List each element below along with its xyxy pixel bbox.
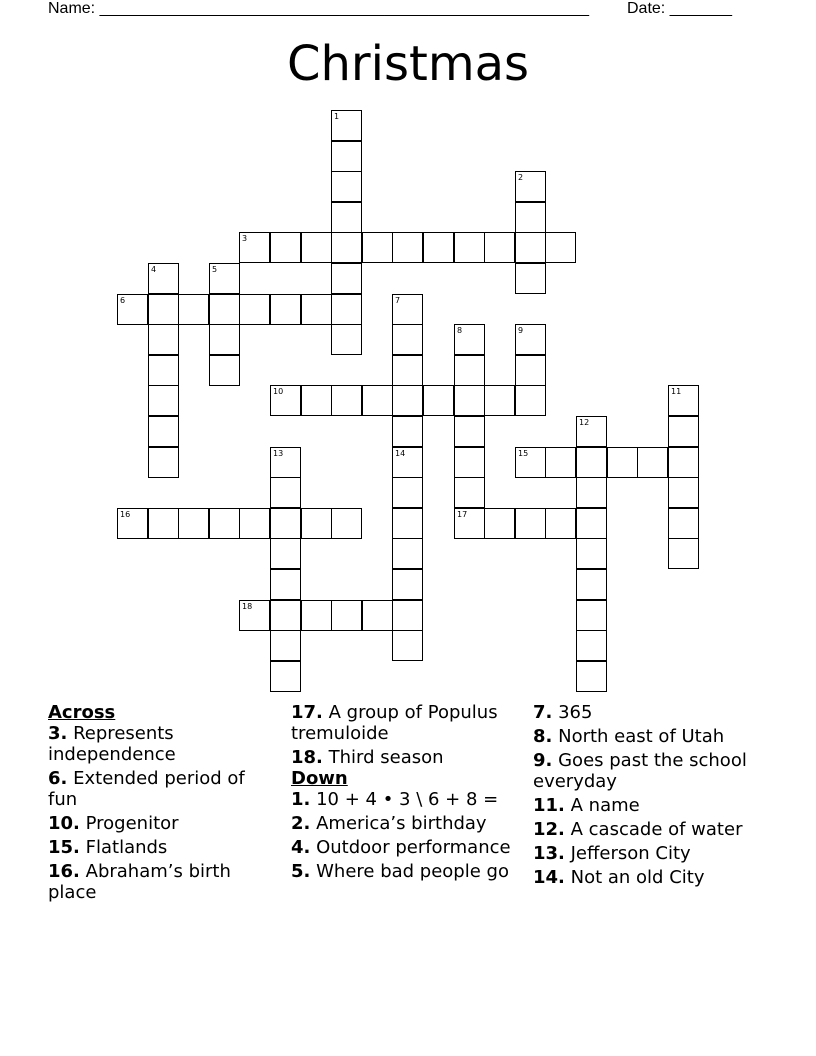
date-field-label: Date: _______ [627,0,732,17]
crossword-cell[interactable] [270,477,301,508]
crossword-cell[interactable] [209,263,240,294]
crossword-cell[interactable] [423,232,454,263]
crossword-cell[interactable] [392,294,423,325]
crossword-cell[interactable] [392,477,423,508]
crossword-cell[interactable] [545,508,576,539]
crossword-cell[interactable] [331,508,362,539]
crossword-cell[interactable] [576,569,607,600]
clue-number: 2. [291,813,311,834]
crossword-cell[interactable] [576,508,607,539]
crossword-cell[interactable] [270,630,301,661]
clues-column-3 [533,702,773,891]
crossword-cell[interactable] [331,600,362,631]
crossword-cell[interactable] [637,447,668,478]
cell-number: 7 [395,296,401,305]
cell-number: 13 [273,449,284,458]
clue-text: A group of Populus tremuloide [291,702,498,744]
clue-number: 18. [291,747,323,768]
clues-column-2 [291,702,521,885]
crossword-cell[interactable] [331,385,362,416]
crossword-cell[interactable] [362,385,393,416]
crossword-cell[interactable] [576,477,607,508]
crossword-cell[interactable] [270,385,301,416]
crossword-cell[interactable] [515,355,546,386]
crossword-cell[interactable] [331,324,362,355]
crossword-cell[interactable] [270,661,301,692]
clue-text: Third season [328,747,444,768]
crossword-cell[interactable] [515,202,546,233]
clue-text: Goes past the school everyday [533,750,747,792]
cell-number: 16 [120,510,131,519]
down-heading: Down [291,768,348,789]
crossword-cell[interactable] [392,600,423,631]
crossword-cell[interactable] [331,110,362,141]
crossword-cell[interactable] [392,447,423,478]
crossword-cell[interactable] [392,416,423,447]
crossword-cell[interactable] [362,232,393,263]
crossword-cell[interactable] [209,508,240,539]
cell-number: 18 [242,602,253,611]
clue-number: 9. [533,750,553,771]
crossword-cell[interactable] [301,232,332,263]
crossword-cell[interactable] [515,263,546,294]
cell-number: 17 [457,510,468,519]
clue-text: Progenitor [85,813,179,834]
crossword-cell[interactable] [515,508,546,539]
crossword-cell[interactable] [178,294,209,325]
crossword-cell[interactable] [239,508,270,539]
crossword-cell[interactable] [392,569,423,600]
cell-number: 8 [457,326,463,335]
clue-down-1 [291,789,521,810]
crossword-cell[interactable] [454,477,485,508]
clue-number: 6. [48,768,68,789]
crossword-cell[interactable] [270,538,301,569]
crossword-cell[interactable] [668,385,699,416]
cell-number: 6 [120,296,126,305]
crossword-cell[interactable] [148,355,179,386]
clue-text: Abraham’s birth place [48,861,231,903]
crossword-cell[interactable] [331,263,362,294]
crossword-cell[interactable] [270,232,301,263]
crossword-cell[interactable] [454,232,485,263]
crossword-cell[interactable] [515,171,546,202]
crossword-cell[interactable] [454,508,485,539]
crossword-cell[interactable] [545,232,576,263]
crossword-cell[interactable] [668,538,699,569]
crossword-cell[interactable] [423,385,454,416]
clue-number: 14. [533,867,565,888]
crossword-cell[interactable] [576,600,607,631]
clue-across-6 [48,768,278,810]
crossword-cell[interactable] [239,232,270,263]
cell-number: 9 [518,326,524,335]
crossword-cell[interactable] [454,324,485,355]
crossword-cell[interactable] [392,538,423,569]
cell-number: 11 [671,387,682,396]
clue-across-17 [291,702,521,744]
crossword-cell[interactable] [270,508,301,539]
crossword-cell[interactable] [392,508,423,539]
clue-number: 16. [48,861,80,882]
clue-down-14 [533,867,773,888]
crossword-cell[interactable] [668,508,699,539]
clue-number: 15. [48,837,80,858]
clue-down-5 [291,861,521,882]
clue-text: Extended period of fun [48,768,245,810]
crossword-cell[interactable] [301,600,332,631]
clue-across-3 [48,723,278,765]
crossword-cell[interactable] [576,630,607,661]
crossword-cell[interactable] [454,355,485,386]
crossword-cell[interactable] [270,600,301,631]
clue-number: 1. [291,789,311,810]
clue-down-7 [533,702,773,723]
clue-number: 5. [291,861,311,882]
crossword-cell[interactable] [607,447,638,478]
clue-across-16 [48,861,278,903]
crossword-cell[interactable] [117,508,148,539]
across-heading: Across [48,702,116,723]
crossword-cell[interactable] [515,385,546,416]
clue-text: America’s birthday [316,813,487,834]
crossword-cell[interactable] [484,508,515,539]
crossword-cell[interactable] [392,385,423,416]
crossword-cell[interactable] [454,447,485,478]
clue-down-9 [533,750,773,792]
clue-across-15 [48,837,278,858]
clue-text: Represents independence [48,723,176,765]
crossword-cell[interactable] [178,508,209,539]
crossword-cell[interactable] [576,416,607,447]
crossword-cell[interactable] [331,141,362,172]
crossword-cell[interactable] [331,171,362,202]
crossword-cell[interactable] [209,324,240,355]
cell-number: 1 [334,112,340,121]
crossword-cell[interactable] [148,263,179,294]
crossword-cell[interactable] [148,294,179,325]
crossword-cell[interactable] [148,508,179,539]
clue-text: Not an old City [570,867,705,888]
cell-number: 12 [579,418,590,427]
clue-down-8 [533,726,773,747]
crossword-cell[interactable] [270,294,301,325]
crossword-cell[interactable] [270,447,301,478]
clue-down-12 [533,819,773,840]
crossword-cell[interactable] [331,232,362,263]
crossword-cell[interactable] [454,416,485,447]
crossword-cell[interactable] [392,232,423,263]
name-field-label: Name: _______________________________________________________ [48,0,589,17]
clue-number: 10. [48,813,80,834]
cell-number: 15 [518,449,529,458]
crossword-cell[interactable] [515,447,546,478]
crossword-cell[interactable] [209,355,240,386]
cell-number: 3 [242,234,248,243]
crossword-cell[interactable] [301,508,332,539]
crossword-cell[interactable] [239,600,270,631]
crossword-cell[interactable] [668,477,699,508]
crossword-cell[interactable] [331,202,362,233]
cell-number: 10 [273,387,284,396]
crossword-cell[interactable] [148,324,179,355]
cell-number: 14 [395,449,406,458]
crossword-cell[interactable] [392,324,423,355]
clue-number: 8. [533,726,553,747]
crossword-cell[interactable] [484,232,515,263]
clue-number: 4. [291,837,311,858]
clue-text: 365 [558,702,593,723]
clue-text: Jefferson City [570,843,691,864]
crossword-cell[interactable] [515,324,546,355]
cell-number: 5 [212,265,218,274]
crossword-cell[interactable] [576,538,607,569]
crossword-cell[interactable] [668,447,699,478]
crossword-cell[interactable] [515,232,546,263]
clue-text: North east of Utah [558,726,725,747]
clue-number: 3. [48,723,68,744]
crossword-cell[interactable] [209,294,240,325]
clue-down-11 [533,795,773,816]
crossword-cell[interactable] [301,294,332,325]
crossword-cell[interactable] [392,630,423,661]
cell-number: 2 [518,173,524,182]
crossword-cell[interactable] [117,294,148,325]
clue-text: Flatlands [85,837,168,858]
clue-text: Where bad people go [316,861,509,882]
clue-down-13 [533,843,773,864]
crossword-cell[interactable] [148,416,179,447]
clue-number: 12. [533,819,565,840]
crossword-cell[interactable] [148,385,179,416]
clue-number: 17. [291,702,323,723]
crossword-cell[interactable] [576,447,607,478]
clue-number: 11. [533,795,565,816]
clue-down-4 [291,837,521,858]
page-title: Christmas [286,36,529,92]
clue-across-10 [48,813,278,834]
clue-across-18 [291,747,521,768]
crossword-cell[interactable] [454,385,485,416]
crossword-cell[interactable] [362,600,393,631]
cell-number: 4 [151,265,157,274]
crossword-cell[interactable] [545,447,576,478]
crossword-cell[interactable] [301,385,332,416]
crossword-cell[interactable] [668,416,699,447]
crossword-cell[interactable] [239,294,270,325]
crossword-cell[interactable] [484,385,515,416]
crossword-cell[interactable] [148,447,179,478]
clue-number: 7. [533,702,553,723]
clue-text: A cascade of water [570,819,743,840]
clue-down-2 [291,813,521,834]
crossword-cell[interactable] [331,294,362,325]
clue-number: 13. [533,843,565,864]
clue-text: A name [570,795,640,816]
crossword-cell[interactable] [392,355,423,386]
crossword-cell[interactable] [576,661,607,692]
crossword-cell[interactable] [270,569,301,600]
clues-column-1 [48,702,278,906]
clue-text: Outdoor performance [316,837,511,858]
clue-text: 10 + 4 • 3 \ 6 + 8 = [316,789,499,810]
